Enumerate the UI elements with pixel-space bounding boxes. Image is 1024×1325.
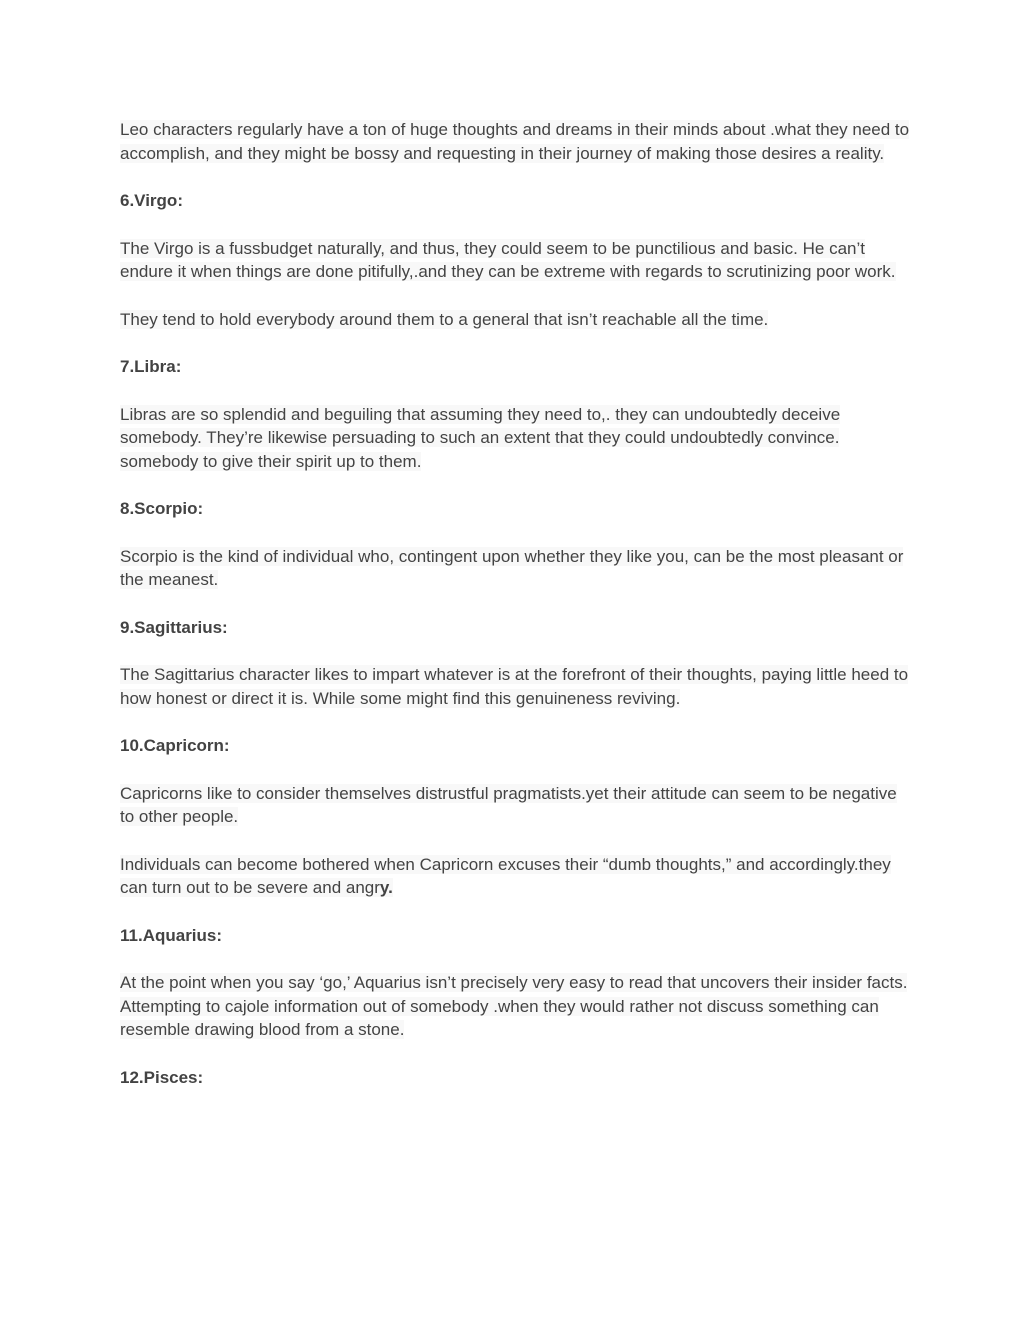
libra-paragraph-1: Libras are so splendid and beguiling that assuming they need to,. they can undoubtedly deceive somebody. They’re likewise persuading to such an extent that they could undoubtedly convince. somebody to give their spirit up to them. <box>120 404 841 471</box>
capricorn-paragraph-2-text: Individuals can become bothered when Capricorn excuses their “dumb thoughts,” and accordingly.they can turn out to be severe and angr <box>120 854 891 897</box>
capricorn-paragraph-2-bold-tail: y. <box>379 878 393 897</box>
section-heading-virgo: 6.Virgo: <box>120 191 183 210</box>
section-heading-sagittarius: 9.Sagittarius: <box>120 617 228 637</box>
virgo-paragraph-2: They tend to hold everybody around them to a general that isn’t reachable all the time. <box>120 309 769 329</box>
virgo-paragraph-1: The Virgo is a fussbudget naturally, and thus, they could seem to be punctilious and basic. He can’t endure it when things are done pitifully,.and they can be extreme with regards to scrutinizing poor work. <box>120 238 896 281</box>
section-heading-capricorn: 10.Capricorn: <box>120 736 230 755</box>
document-body <box>120 118 910 1113</box>
section-heading-libra: 7.Libra: <box>120 357 182 376</box>
section-heading-pisces: 12.Pisces: <box>120 1067 204 1087</box>
aquarius-paragraph-1: At the point when you say ‘go,’ Aquarius isn’t precisely very easy to read that uncovers their insider facts. Attempting to cajole information out of somebody .when they would rather not discuss something can resemble drawing blood from a stone. <box>120 973 908 1039</box>
intro-paragraph: Leo characters regularly have a ton of huge thoughts and dreams in their minds about .what they need to accomplish, and they might be bossy and requesting in their journey of making those desires a reality. <box>120 120 910 163</box>
scorpio-paragraph-1: Scorpio is the kind of individual who, contingent upon whether they like you, can be the most pleasant or the meanest. <box>120 546 904 589</box>
capricorn-paragraph-2 <box>120 853 910 900</box>
section-heading-aquarius: 11.Aquarius: <box>120 925 223 945</box>
sagittarius-paragraph-1: The Sagittarius character likes to impart whatever is at the forefront of their thoughts, paying little heed to how honest or direct it is. While some might find this genuineness reviving. <box>120 665 909 708</box>
section-heading-scorpio: 8.Scorpio: <box>120 499 204 518</box>
capricorn-paragraph-1: Capricorns like to consider themselves distrustful pragmatists.yet their attitude can seem to be negative to other people. <box>120 783 897 826</box>
